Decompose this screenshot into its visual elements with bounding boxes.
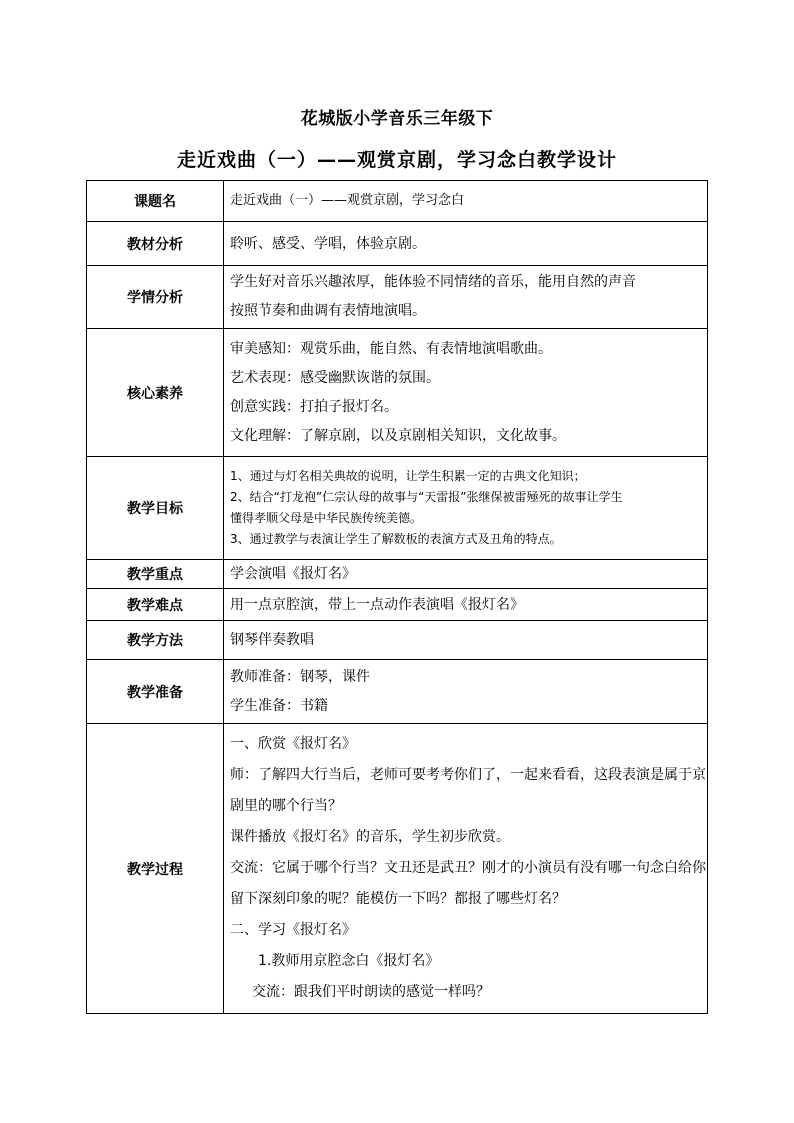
literacy-line: 创意实践：打拍子报灯名。 (230, 398, 398, 415)
row-label: 教学重点 (87, 560, 224, 589)
topic-value: 走近戏曲（一）——观赏京剧，学习念白 (230, 193, 465, 208)
goals-line: 2、结合“打龙袍”仁宗认母的故事与“天雷报”张继保被雷殛死的故事让学生 (230, 490, 623, 504)
table-row-focus (87, 560, 708, 589)
process-line: 二、学习《报灯名》 (230, 922, 356, 938)
row-label: 课题名 (87, 181, 224, 222)
lesson-plan-table (86, 180, 708, 1014)
prep-line: 学生准备：书籍 (230, 697, 328, 714)
literacy-line: 审美感知：观赏乐曲，能自然、有表情地演唱歌曲。 (230, 340, 552, 357)
table-row-prep (87, 660, 708, 724)
goals-line: 3、通过教学与表演让学生了解数板的表演方式及丑角的特点。 (230, 532, 562, 546)
row-label: 学情分析 (87, 266, 224, 329)
row-value (224, 621, 708, 660)
row-value (224, 724, 708, 1014)
students-line: 按照节奏和曲调有表情地演唱。 (230, 303, 426, 319)
process-line: 留下深刻印象的呢？能模仿一下吗？都报了哪些灯名？ (230, 891, 566, 907)
process-line: 课件播放《报灯名》的音乐，学生初步欣赏。 (230, 829, 510, 845)
row-value (224, 589, 708, 621)
process-line: 一、欣赏《报灯名》 (230, 736, 356, 752)
prep-line: 教师准备：钢琴，课件 (230, 668, 370, 685)
table-row-topic (87, 181, 708, 222)
row-label: 教学准备 (87, 660, 224, 724)
document-subtitle: 走近戏曲（一）——观赏京剧，学习念白教学设计 (176, 149, 617, 171)
table-row-material (87, 222, 708, 266)
row-label: 教学方法 (87, 621, 224, 660)
row-value (224, 560, 708, 589)
process-line: 交流：跟我们平时朗读的感觉一样吗？ (252, 984, 490, 1000)
process-line: 师：了解四大行当后，老师可要考考你们了，一起来看看，这段表演是属于京 (230, 767, 706, 783)
material-value: 聆听、感受、学唱，体验京剧。 (230, 235, 426, 252)
process-line: 剧里的哪个行当？ (230, 798, 342, 814)
row-value (224, 329, 708, 457)
row-value (224, 457, 708, 560)
goals-line: 1、通过与灯名相关典故的说明，让学生积累一定的古典文化知识； (230, 469, 586, 483)
process-line: 交流：它属于哪个行当？文丑还是武丑？刚才的小演员有没有哪一句念白给你 (230, 860, 706, 876)
method-value: 钢琴伴奏教唱 (230, 632, 314, 648)
row-label: 教学过程 (87, 724, 224, 1014)
table-row-goals (87, 457, 708, 560)
row-value (224, 181, 708, 222)
row-label: 教学目标 (87, 457, 224, 560)
goals-line: 懂得孝顺父母是中华民族传统美德。 (230, 511, 423, 525)
literacy-line: 艺术表现：感受幽默诙谐的氛围。 (230, 369, 440, 386)
table-row-difficulty (87, 589, 708, 621)
row-label: 核心素养 (87, 329, 224, 457)
focus-value: 学会演唱《报灯名》 (230, 566, 356, 582)
row-value (224, 266, 708, 329)
row-value (224, 660, 708, 724)
row-label: 教材分析 (87, 222, 224, 266)
row-label: 教学难点 (87, 589, 224, 621)
row-value (224, 222, 708, 266)
table-row-students (87, 266, 708, 329)
process-line: 1.教师用京腔念白《报灯名》 (258, 953, 440, 969)
difficulty-value: 用一点京腔演，带上一点动作表演唱《报灯名》 (230, 596, 524, 613)
table-row-literacy (87, 329, 708, 457)
literacy-line: 文化理解：了解京剧，以及京剧相关知识，文化故事。 (230, 427, 566, 444)
students-line: 学生好对音乐兴趣浓厚，能体验不同情绪的音乐，能用自然的声音 (230, 274, 636, 290)
table-row-process (87, 724, 708, 1014)
table-row-method (87, 621, 708, 660)
document-title: 花城版小学音乐三年级下 (300, 109, 494, 129)
